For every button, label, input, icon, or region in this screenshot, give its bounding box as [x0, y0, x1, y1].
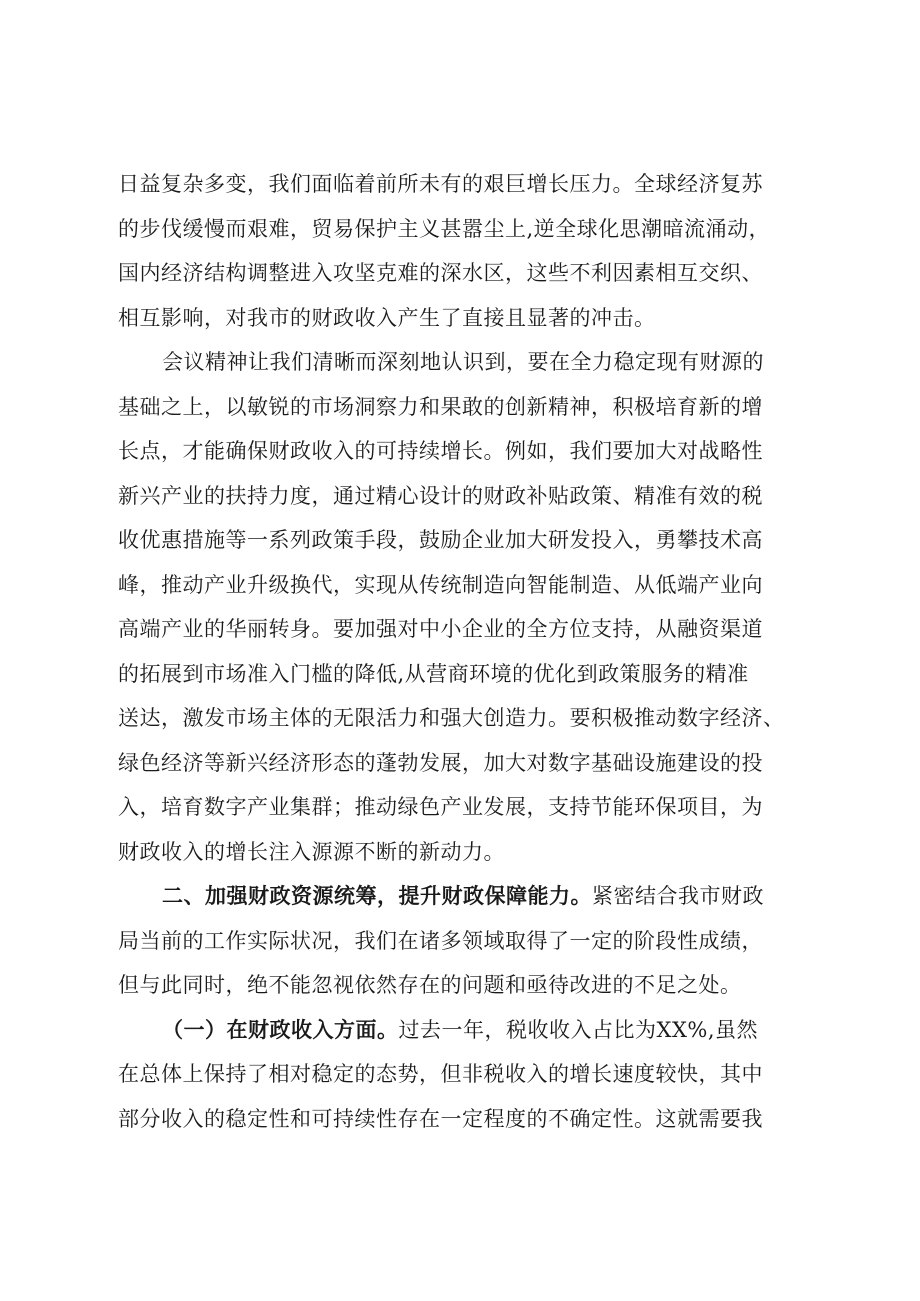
- document-body: [118, 162, 828, 1141]
- text-line: 入，培育数字产业集群；推动绿色产业发展，支持节能环保项目，为: [118, 795, 763, 819]
- text-line: 收优惠措施等一系列政策手段，鼓励企业加大研发投入，勇攀技术高: [118, 528, 763, 552]
- text-line: 的步伐缓慢而艰难，贸易保护主义甚嚣尘上,逆全球化思潮暗流涌动，: [118, 216, 771, 241]
- text-line: 的拓展到市场准入门槛的降低,从营商环境的优化到政策服务的精准: [118, 661, 749, 686]
- subsection-heading-line: [118, 1008, 828, 1053]
- text-line: 但与此同时，绝不能忽视依然存在的问题和亟待改进的不足之处。: [118, 973, 742, 997]
- subsection-heading: （一）在财政收入方面。: [162, 1016, 399, 1042]
- text-line: 高端产业的华丽转身。要加强对中小企业的全方位支持，从融资渠道: [118, 617, 763, 641]
- text-line: 国内经济结构调整进入攻坚克难的深水区，这些不利因素相互交织、: [118, 261, 763, 285]
- text-run: 过去一年，税收收入占比为XX%,虽然: [398, 1017, 759, 1042]
- text-line: 新兴产业的扶持力度，通过精心设计的财政补贴政策、精准有效的税: [118, 483, 763, 508]
- text-line: 局当前的工作实际状况，我们在诸多领域取得了一定的阶段性成绩，: [118, 928, 763, 953]
- text-line: 相互影响，对我市的财政收入产生了直接且显著的冲击。: [118, 305, 656, 330]
- text-line: 在总体上保持了相对稳定的态势，但非税收入的增长速度较快，其中: [118, 1062, 763, 1086]
- section-heading-line: [118, 874, 828, 919]
- text-line: 送达，激发市场主体的无限活力和强大创造力。要积极推动数字经济、: [118, 706, 785, 730]
- text-line: 基础之上，以敏锐的市场洞察力和果敢的创新精神，积极培育新的增: [118, 394, 763, 419]
- section-heading: 二、加强财政资源统筹，提升财政保障能力。: [162, 883, 592, 908]
- text-line: 日益复杂多变，我们面临着前所未有的艰巨增长压力。全球经济复苏: [118, 172, 763, 196]
- text-line: 会议精神让我们清晰而深刻地认识到，要在全力稳定现有财源的: [162, 350, 764, 374]
- text-line: 长点，才能确保财政收入的可持续增长。例如，我们要加大对战略性: [118, 439, 763, 463]
- text-line: 峰，推动产业升级换代，实现从传统制造向智能制造、从低端产业向: [118, 572, 763, 597]
- text-line: 绿色经济等新兴经济形态的蓬勃发展，加大对数字基础设施建设的投: [118, 750, 763, 775]
- text-run: 紧密结合我市财政: [592, 884, 764, 908]
- text-line: 财政收入的增长注入源源不断的新动力。: [118, 839, 505, 864]
- text-line: 部分收入的稳定性和可持续性存在一定程度的不确定性。这就需要我: [118, 1106, 763, 1131]
